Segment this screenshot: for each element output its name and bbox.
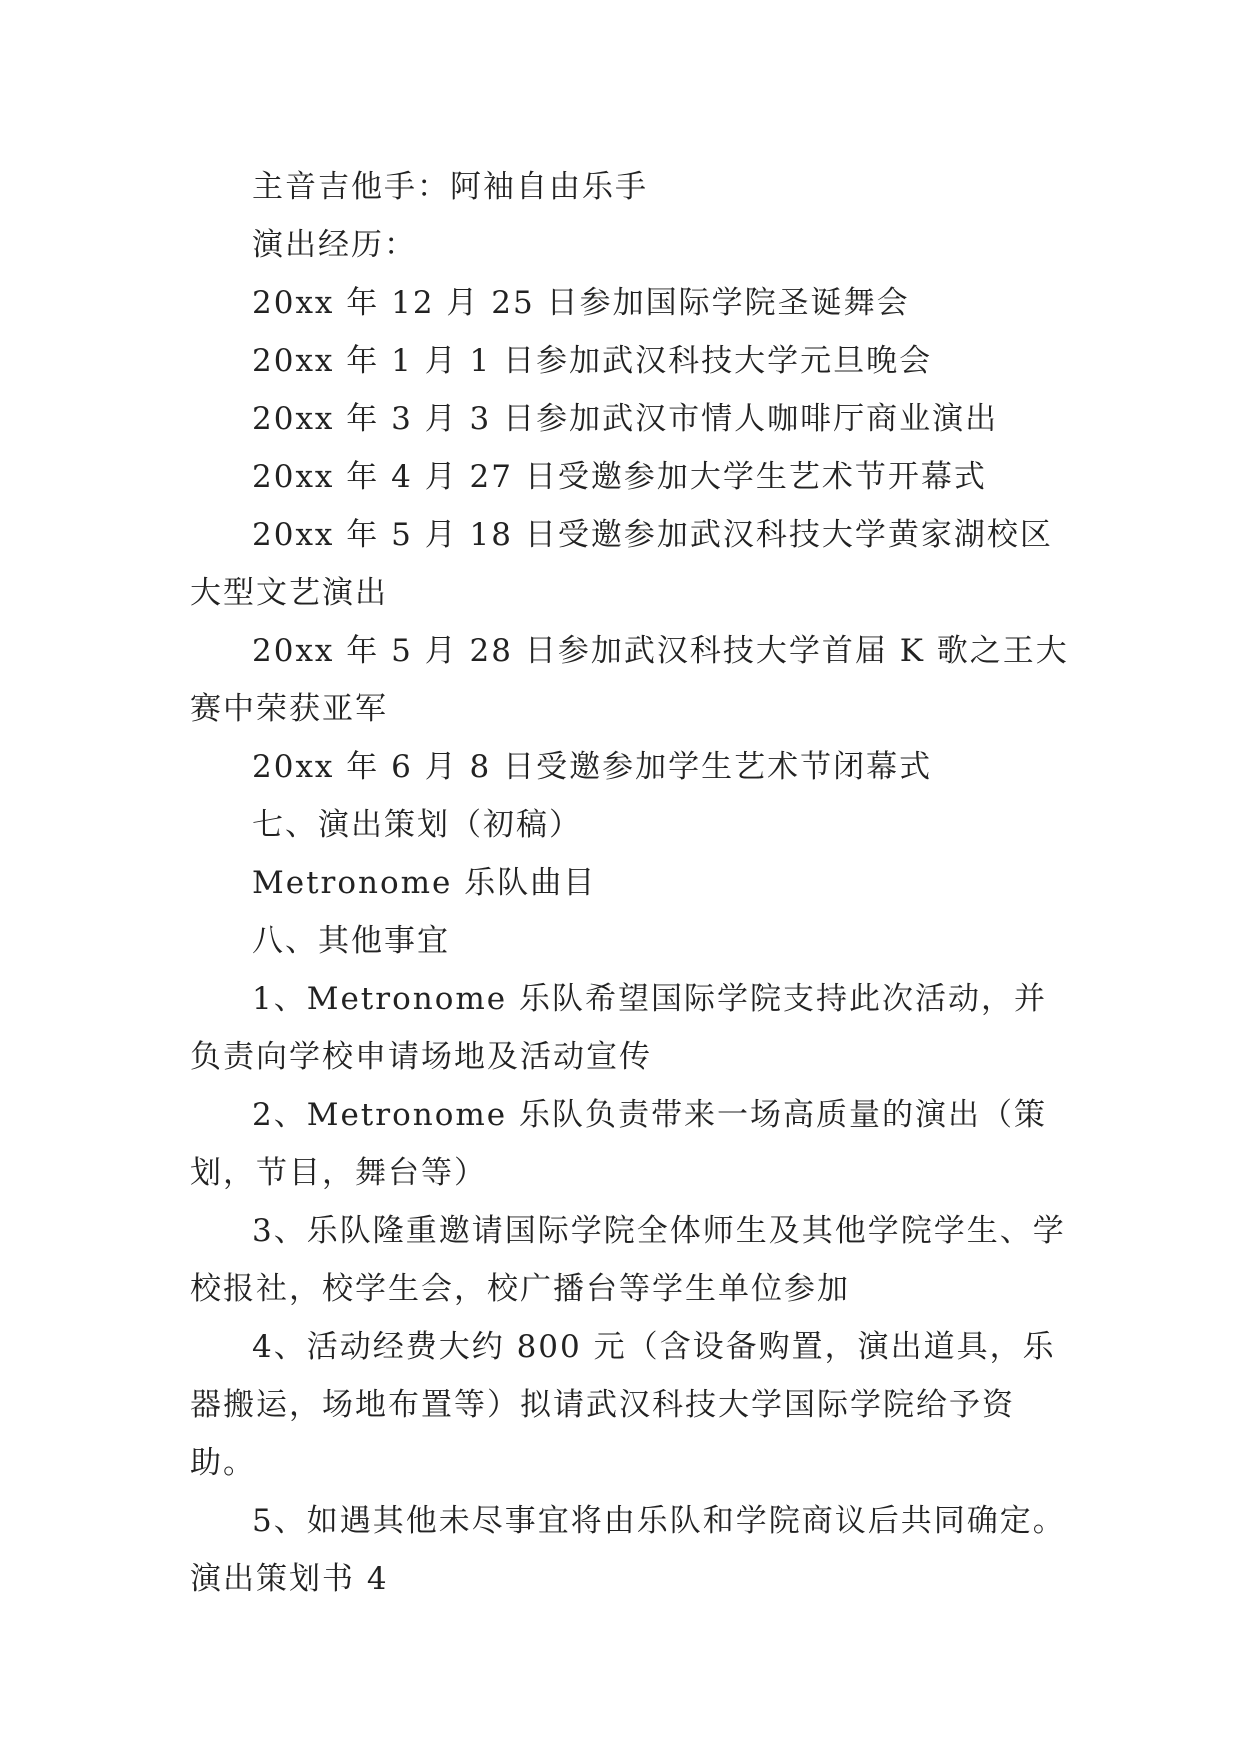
section-heading-8: 八、其他事宜 — [252, 923, 450, 959]
document-body — [190, 158, 1070, 1608]
history-item: 20xx 年 12 月 25 日参加国际学院圣诞舞会 — [252, 285, 910, 321]
performance-history-heading: 演出经历： — [252, 227, 417, 263]
band-repertoire-line: Metronome 乐队曲目 — [252, 865, 597, 901]
document-title-footer: 演出策划书 4 — [190, 1561, 389, 1597]
other-matters-item: 1、Metronome 乐队希望国际学院支持此次活动，并负责向学校申请场地及活动宣传 — [190, 981, 1047, 1075]
history-item: 20xx 年 3 月 3 日参加武汉市情人咖啡厅商业演出 — [252, 401, 999, 437]
other-matters-item: 5、如遇其他未尽事宜将由乐队和学院商议后共同确定。 — [252, 1503, 1066, 1539]
other-matters-item: 4、活动经费大约 800 元（含设备购置，演出道具，乐器搬运，场地布置等）拟请武汉科技大学国际学院给予资助。 — [190, 1329, 1056, 1481]
history-item: 20xx 年 1 月 1 日参加武汉科技大学元旦晚会 — [252, 343, 933, 379]
history-item: 20xx 年 5 月 28 日参加武汉科技大学首届 K 歌之王大赛中荣获亚军 — [190, 633, 1069, 727]
history-item: 20xx 年 5 月 18 日受邀参加武汉科技大学黄家湖校区大型文艺演出 — [190, 517, 1053, 611]
other-matters-item: 2、Metronome 乐队负责带来一场高质量的演出（策划，节目，舞台等） — [190, 1097, 1047, 1191]
history-item: 20xx 年 4 月 27 日受邀参加大学生艺术节开幕式 — [252, 459, 987, 495]
band-member-line: 主音吉他手：阿袖自由乐手 — [252, 169, 648, 205]
section-heading-7: 七、演出策划（初稿） — [252, 807, 582, 843]
other-matters-item: 3、乐队隆重邀请国际学院全体师生及其他学院学生、学校报社，校学生会，校广播台等学生单位参加 — [190, 1213, 1066, 1307]
history-item: 20xx 年 6 月 8 日受邀参加学生艺术节闭幕式 — [252, 749, 933, 785]
